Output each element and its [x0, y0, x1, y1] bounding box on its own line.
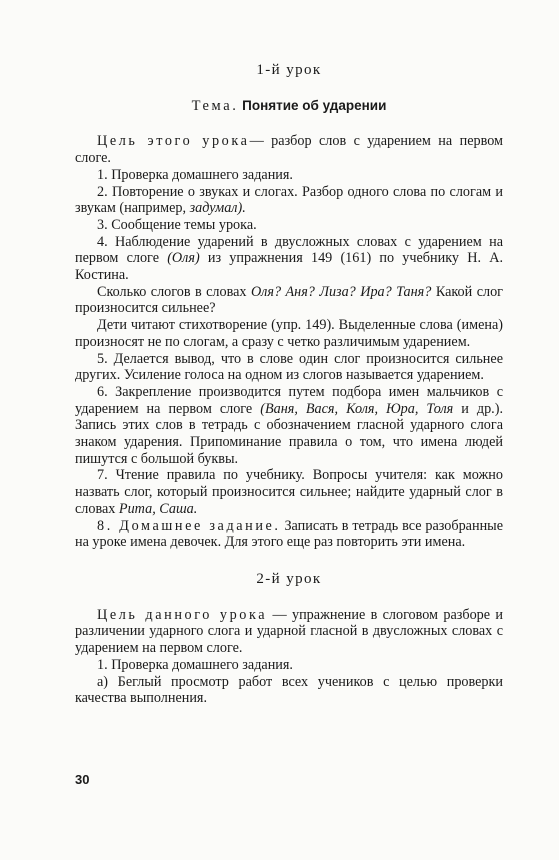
- paragraph-italic: Оля? Аня? Лиза? Ира? Таня?: [250, 283, 432, 300]
- paragraph: 3. Сообщение темы урока.: [97, 216, 257, 233]
- paragraph-italic: (Ваня, Вася, Коля, Юра, Толя: [260, 400, 454, 417]
- paragraph-italic: задумал).: [189, 200, 246, 217]
- paragraph-text: 4. Наблюдение ударений в двусложных словах с ударением на первом слоге: [75, 233, 503, 267]
- paragraph-text: из упражнения 149 (161) по учебнику Н. А. Костина.: [75, 250, 503, 284]
- paragraph: [75, 467, 503, 517]
- lesson-2-goal: [75, 607, 503, 657]
- paragraph: [75, 518, 503, 551]
- paragraph: Дети читают стихотворение (упр. 149). Выделенные слова (имена) произносят не по слогам, а сразу с четко различимым ударением.: [75, 317, 503, 350]
- goal-label: Цель этого урока: [97, 133, 250, 150]
- lesson-1-goal: [75, 133, 503, 166]
- paragraph: 1. Проверка домашнего задания.: [97, 166, 293, 183]
- theme-label: Тема.: [191, 97, 239, 114]
- homework-label: 8. Домашнее задание.: [97, 517, 281, 534]
- paragraph-text: Сколько слогов в словах: [97, 283, 251, 300]
- paragraph: [75, 184, 503, 217]
- page-text: [75, 62, 503, 707]
- paragraph-text: Какой слог произносится сильнее?: [75, 283, 503, 317]
- paragraph: 5. Делается вывод, что в слове один слог произносится сильнее других. Усиление голоса на одном из слогов называется ударением.: [75, 350, 503, 384]
- paragraph-italic: (Оля): [167, 250, 200, 267]
- goal-text: — упражнение в слоговом разборе и различении ударного слога и ударной гласной в двусложных словах с ударением на первом слоге.: [75, 606, 503, 657]
- paragraph: а) Беглый просмотр работ всех учеников с целью проверки качества выполнения.: [75, 673, 503, 707]
- paragraph-text: 2. Повторение о звуках и слогах. Разбор одного слова по слогам и звукам (например,: [75, 183, 503, 217]
- goal-label: Цель данного урока: [97, 606, 268, 623]
- goal-text: — разбор слов с ударением на первом слоге.: [75, 133, 503, 167]
- section-gap: [75, 551, 503, 571]
- paragraph-text: 7. Чтение правила по учебнику. Вопросы учителя: как можно назвать слог, который произносится сильнее; найдите ударный слог в словах: [75, 467, 503, 517]
- paragraph-text: 6. Закрепление производится путем подбора имен мальчиков с ударением на первом слоге: [75, 383, 503, 417]
- paragraph: [75, 234, 503, 284]
- paragraph-text: и др.). Запись этих слов в тетрадь с обозначением гласной ударного слога знаком ударения. Припоминание правила о том, что имена людей пишутся с большой буквы.: [75, 400, 503, 467]
- paragraph-text: Записать в тетрадь все разобранные на уроке имена девочек. Для этого еще раз повторить эти имена.: [75, 517, 503, 551]
- paragraph: 1. Проверка домашнего задания.: [97, 656, 293, 673]
- lesson-1-title: 1-й урок: [256, 62, 322, 78]
- paragraph: [75, 284, 503, 317]
- theme-value: Понятие об ударении: [242, 97, 387, 113]
- paragraph: [75, 384, 503, 468]
- page-number: 30: [75, 772, 90, 787]
- lesson-2-title: 2-й урок: [256, 570, 322, 587]
- paragraph-italic: Рита, Саша.: [118, 500, 198, 517]
- lesson-1-theme: [75, 98, 503, 115]
